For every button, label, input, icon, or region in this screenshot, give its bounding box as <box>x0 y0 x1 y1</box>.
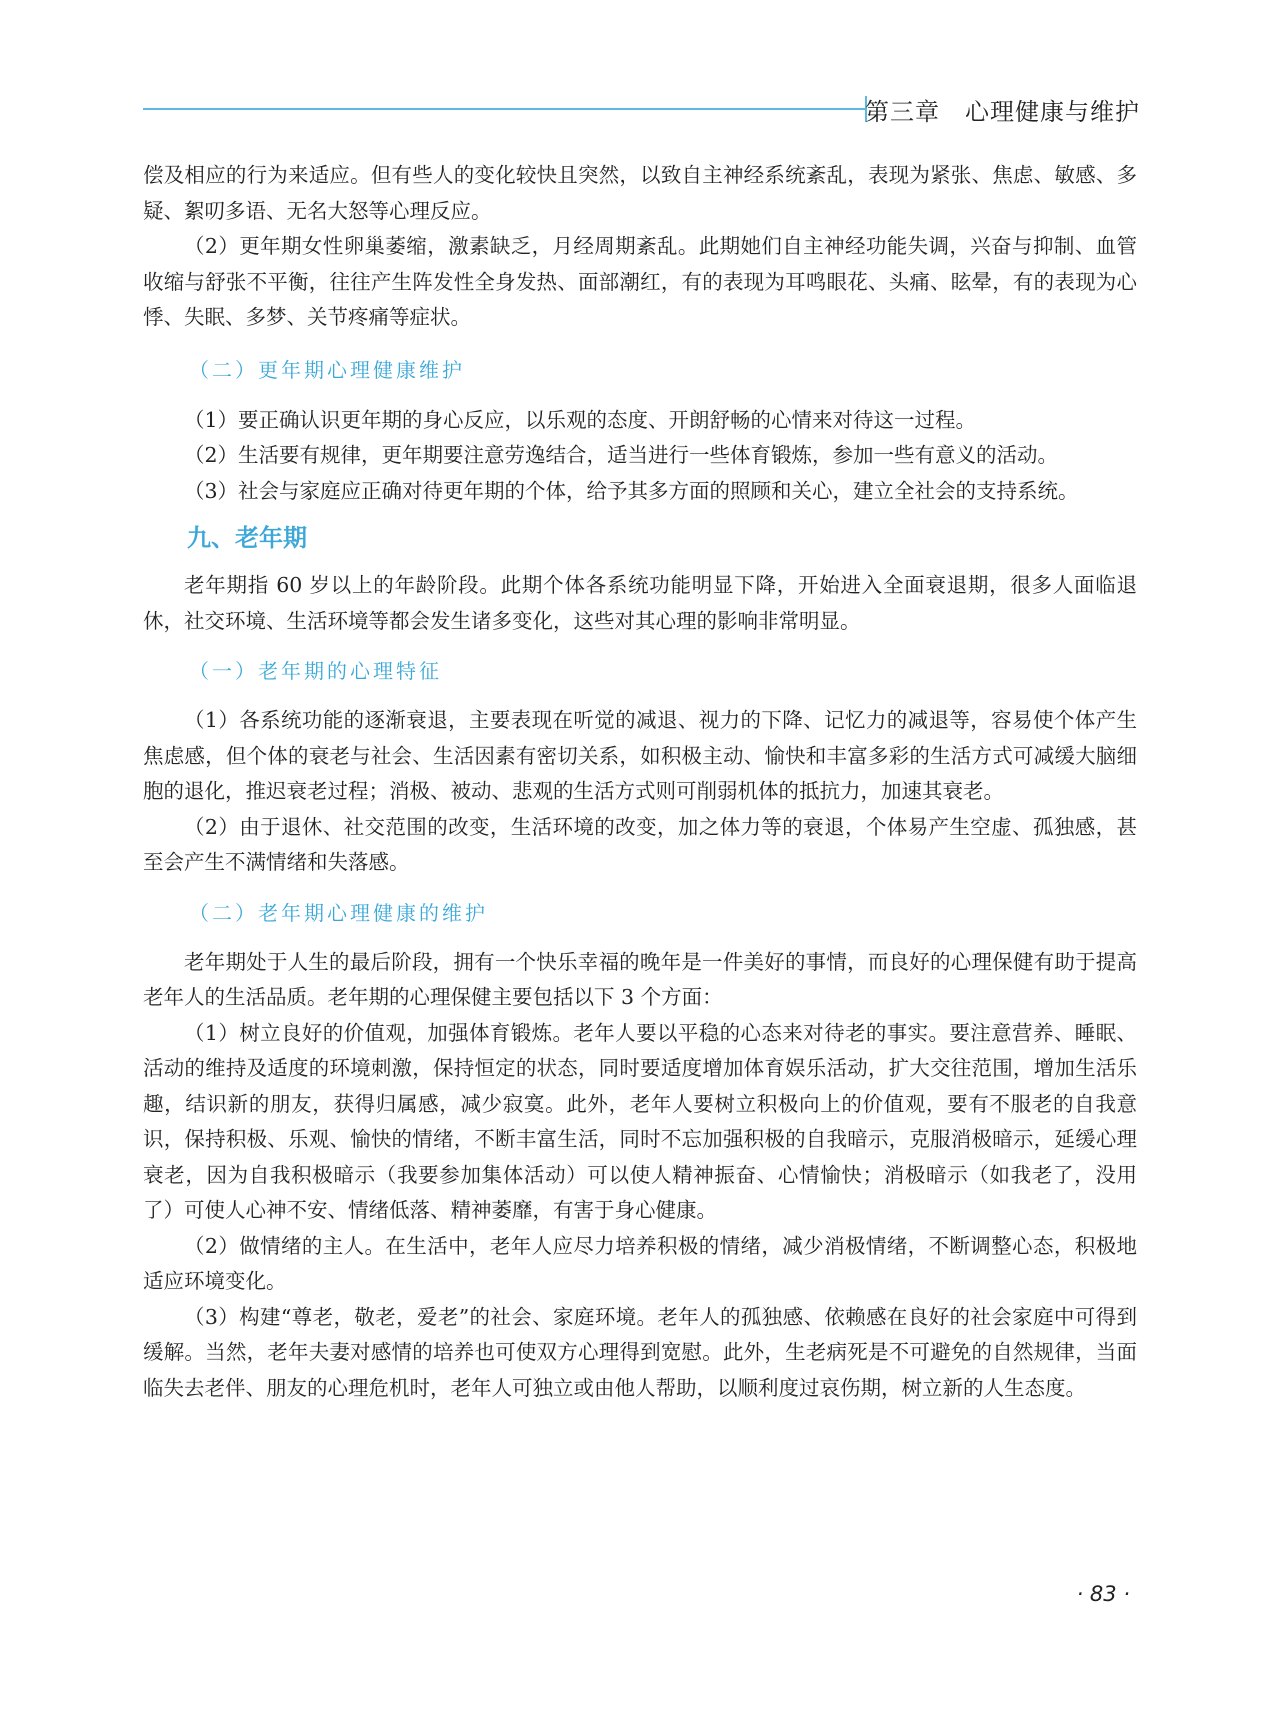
page-body <box>143 158 1137 1406</box>
list-item: （1）树立良好的价值观，加强体育锻炼。老年人要以平稳的心态来对待老的事实。要注意营养、睡眠、活动的维持及适度的环境刺激，保持恒定的状态，同时要适度增加体育娱乐活动，扩大交往范围，增加生活乐趣，结识新的朋友，获得归属感，减少寂寞。此外，老年人要树立积极向上的价值观，要有不服老的自我意识，保持积极、乐观、愉快的情绪，不断丰富生活，同时不忘加强积极的自我暗示，克服消极暗示，延缓心理衰老，因为自我积极暗示（我要参加集体活动）可以使人精神振奋、心情愉快；消极暗示（如我老了，没用了）可使人心神不安、情绪低落、精神萎靡，有害于身心健康。 <box>143 1020 1137 1222</box>
subsection-heading: （一）老年期的心理特征 <box>189 659 442 683</box>
subsection-heading: （二）老年期心理健康的维护 <box>189 900 488 925</box>
running-header <box>143 88 1140 128</box>
list-item: （1）要正确认识更年期的身心反应，以乐观的态度、开朗舒畅的心情来对待这一过程。 <box>184 407 977 432</box>
subsection-intro: 老年期处于人生的最后阶段，拥有一个快乐幸福的晚年是一件美好的事情，而良好的心理保健有助于提高老年人的生活品质。老年期的心理保健主要包括以下 3 个方面： <box>143 949 1137 1009</box>
page-number: · 83 · <box>1076 1582 1130 1606</box>
list-item: （2）由于退休、社交范围的改变，生活环境的改变，加之体力等的衰退，个体易产生空虚、孤独感，甚至会产生不满情绪和失落感。 <box>143 814 1137 874</box>
list-item: （3）构建“尊老，敬老，爱老”的社会、家庭环境。老年人的孤独感、依赖感在良好的社会家庭中可得到缓解。当然，老年夫妻对感情的培养也可使双方心理得到宽慰。此外，生老病死是不可避免的自然规律，当面临失去老伴、朋友的心理危机时，老年人可独立或由他人帮助，以顺利度过哀伤期，树立新的人生态度。 <box>143 1304 1137 1400</box>
list-item: （2）做情绪的主人。在生活中，老年人应尽力培养积极的情绪，减少消极情绪，不断调整心态，积极地适应环境变化。 <box>143 1233 1137 1293</box>
list-item: （1）各系统功能的逐渐衰退，主要表现在听觉的减退、视力的下降、记忆力的减退等，容易使个体产生焦虑感，但个体的衰老与社会、生活因素有密切关系，如积极主动、愉快和丰富多彩的生活方式可减缓大脑细胞的退化，推迟衰老过程；消极、被动、悲观的生活方式则可削弱机体的抵抗力，加速其衰老。 <box>143 708 1137 803</box>
list-item: （3）社会与家庭应正确对待更年期的个体，给予其多方面的照顾和关心，建立全社会的支持系统。 <box>184 478 1079 503</box>
continued-paragraph: 偿及相应的行为来适应。但有些人的变化较快且突然，以致自主神经系统紊乱，表现为紧张、焦虑、敏感、多疑、絮叨多语、无名大怒等心理反应。 <box>143 163 1137 223</box>
section-heading: 九、老年期 <box>187 524 307 552</box>
paragraph-item: （2）更年期女性卵巢萎缩，激素缺乏，月经周期紊乱。此期她们自主神经功能失调，兴奋与抑制、血管收缩与舒张不平衡，往往产生阵发性全身发热、面部潮红，有的表现为耳鸣眼花、头痛、眩晕，有的表现为心悸、失眠、多梦、关节疼痛等症状。 <box>143 234 1137 329</box>
chapter-title: 第三章 心理健康与维护 <box>865 98 1140 126</box>
subsection-heading: （二）更年期心理健康维护 <box>189 357 465 382</box>
section-intro: 老年期指 60 岁以上的年龄阶段。此期个体各系统功能明显下降，开始进入全面衰退期，很多人面临退休，社交环境、生活环境等都会发生诸多变化，这些对其心理的影响非常明显。 <box>143 573 1137 633</box>
header-rule <box>143 108 865 110</box>
list-item: （2）生活要有规律，更年期要注意劳逸结合，适当进行一些体育锻炼，参加一些有意义的活动。 <box>184 443 1059 467</box>
